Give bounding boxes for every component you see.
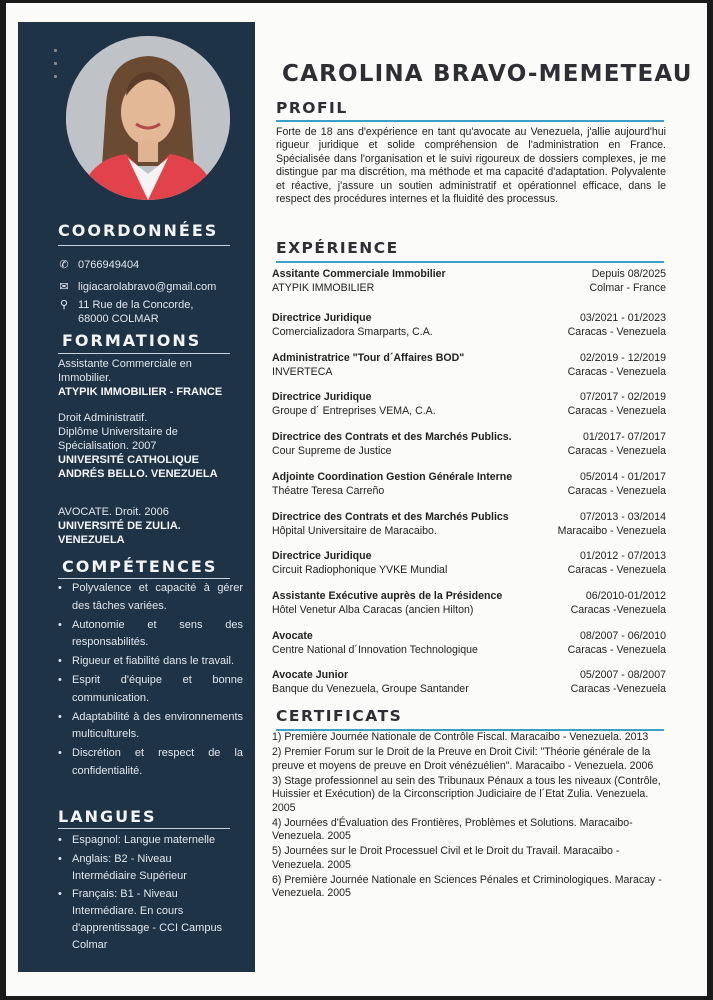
job-place: Caracas - Venezuela — [567, 643, 666, 656]
list-item: • Anglais: B2 - Niveau Intermédiaire Supérieur — [58, 851, 233, 885]
list-item: 3) Stage professionnel au sein des Tribunaux Pénaux a tous les niveaux (Contrôle, Huissier et Exécution) de la Circonscription Judiciaire de l´Etat Zulia. Venezuela. 2005 — [272, 774, 661, 814]
experience-item — [272, 391, 666, 418]
experience-item — [272, 590, 666, 617]
formation-school: VENEZUELA — [58, 534, 125, 546]
profil-text: Forte de 18 ans d'expérience en tant qu'avocate au Venezuela, j'allie aujourd'hui rigueur juridique et solide compréhension de l'administration en France. Spécialisée dans l'organisation et le suivi rigoureux de dossiers complexes, je me distingue par ma discrétion, ma méthode et ma capacité d'adaptation. Polyvalente et réactive, j'assure un soutien administratif et opérationnel efficace, dans le respect des procédures internes et la fluidité des processus. — [276, 126, 666, 206]
phone-row — [58, 258, 258, 272]
langues-heading: LANGUES — [58, 807, 157, 826]
job-title: Directrice des Contrats et des Marchés Publics — [272, 511, 509, 523]
formation-line: Droit Administratif. — [58, 412, 148, 424]
formation-line: Assistante Commerciale en — [58, 358, 192, 370]
job-dates — [568, 630, 666, 657]
formation-line: Diplôme Universitaire de — [58, 426, 178, 438]
phone-value: 0766949404 — [78, 259, 140, 271]
email-row — [58, 280, 258, 294]
experience-item — [272, 268, 666, 295]
experience-heading: EXPÉRIENCE — [276, 239, 399, 257]
list-item: • Rigueur et fiabilité dans le travail. — [58, 653, 243, 671]
experience-item — [272, 431, 666, 458]
job-place: Caracas - Venezuela — [567, 404, 666, 417]
profil-heading: PROFIL — [276, 99, 348, 117]
list-item: • Polyvalence et capacité à gérer des tâches variées. — [58, 580, 243, 615]
job-dates — [568, 312, 666, 339]
job-place: Caracas - Venezuela — [567, 563, 666, 576]
job-org: INVERTECA — [272, 365, 333, 378]
job-title: Directrice Juridique — [272, 391, 372, 403]
job-title: Avocate Junior — [272, 669, 349, 681]
experience-item — [272, 511, 666, 538]
job-date: 01/2017- 07/2017 — [582, 431, 666, 443]
scan-marks — [54, 49, 58, 88]
profile-photo — [66, 36, 230, 200]
list-item: • Adaptabilité à des environnements multiculturels. — [58, 709, 243, 744]
job-org: Hôpital Universitaire de Maracaibo. — [272, 524, 437, 537]
divider — [58, 245, 230, 246]
job-org: Circuit Radiophonique YVKE Mundial — [272, 563, 448, 576]
formation-line: Spécialisation. 2007 — [58, 440, 157, 452]
list-item: 6) Première Journée Nationale en Sciences Pénales et Criminologiques. Maracay - Venezuela. 2005 — [272, 873, 662, 899]
job-place: Caracas - Venezuela — [567, 365, 666, 378]
job-date: 08/2007 - 06/2010 — [579, 630, 666, 642]
address-line1: 11 Rue de la Concorde, — [78, 299, 194, 311]
job-date: 01/2012 - 07/2013 — [579, 550, 666, 562]
langues-list — [58, 832, 233, 956]
email-value: ligiacarolabravo@gmail.com — [78, 281, 217, 293]
list-item: • Espagnol: Langue maternelle — [58, 832, 233, 849]
job-title: Adjointe Coordination Gestion Générale Interne — [272, 471, 513, 483]
job-org: Banque du Venezuela, Groupe Santander — [272, 682, 469, 695]
job-org: Comercializadora Smarparts, C.A. — [272, 325, 433, 338]
job-place: Caracas - Venezuela — [567, 444, 666, 457]
job-place: Colmar - France — [589, 281, 666, 294]
job-place: Maracaibo - Venezuela — [557, 524, 666, 537]
job-place: Caracas - Venezuela — [567, 325, 666, 338]
candidate-name: CAROLINA BRAVO-MEMETEAU — [282, 61, 693, 87]
competences-heading: COMPÉTENCES — [62, 557, 218, 576]
job-place: Caracas - Venezuela — [567, 484, 666, 497]
address-row — [58, 298, 258, 326]
certificats-heading: CERTIFICATS — [276, 707, 403, 725]
job-title: Administratrice "Tour d´Affaires BOD" — [272, 352, 465, 364]
experience-item — [272, 471, 666, 498]
resume-page — [6, 3, 707, 996]
job-title: Assitante Commerciale Immobilier — [272, 268, 446, 280]
list-item: • Esprit d'équipe et bonne communication. — [58, 672, 243, 707]
job-place: Caracas -Venezuela — [570, 603, 666, 616]
job-date: Depuis 08/2025 — [591, 268, 666, 280]
divider — [58, 828, 230, 829]
experience-item — [272, 630, 666, 657]
job-title: Directrice des Contrats et des Marchés Publics. — [272, 431, 512, 443]
list-item: • Français: B1 - Niveau Intermédiare. En cours d'apprentissage - CCI Campus Colmar — [58, 886, 233, 954]
list-item: 1) Première Journée Nationale de Contrôle Fiscal. Maracaibo - Venezuela. 2013 — [272, 731, 649, 743]
divider — [276, 261, 664, 263]
job-date: 06/2010-01/2012 — [585, 590, 666, 602]
job-place: Caracas -Venezuela — [570, 682, 666, 695]
job-title: Assistante Exécutive auprès de la Présidence — [272, 590, 503, 602]
coordonnees-heading: COORDONNÉES — [58, 221, 219, 240]
formation-item — [58, 411, 243, 481]
job-dates — [568, 550, 666, 577]
mail-icon: ✉ — [59, 281, 69, 293]
experience-item — [272, 669, 666, 696]
job-title: Directrice Juridique — [272, 312, 372, 324]
job-dates — [568, 352, 666, 379]
job-dates — [571, 669, 666, 696]
job-date: 02/2019 - 12/2019 — [579, 352, 666, 364]
formation-school: UNIVERSITÉ CATHOLIQUE — [58, 454, 199, 466]
job-date: 05/2007 - 08/2007 — [579, 669, 666, 681]
phone-icon: ✆ — [59, 259, 69, 271]
job-dates — [571, 590, 666, 617]
job-title: Directrice Juridique — [272, 550, 372, 562]
sidebar — [18, 22, 255, 972]
list-item: 2) Premier Forum sur le Droit de la Preuve en Droit Civil: "Théorie générale de la preuve et moyens de preuve en Droit vénézuélien". Maracaibo - Venezuela. 2006 — [272, 746, 654, 772]
certificats-list — [272, 731, 666, 902]
formation-line: Immobilier. — [58, 372, 112, 384]
job-org: ATYPIK IMMOBILIER — [272, 281, 375, 294]
list-item: • Discrétion et respect de la confidentialité. — [58, 745, 243, 780]
job-org: Centre National d´Innovation Technologique — [272, 643, 478, 656]
list-item: • Autonomie et sens des responsabilités. — [58, 617, 243, 652]
formation-school: UNIVERSITÉ DE ZULIA. — [58, 520, 181, 532]
competences-list — [58, 580, 243, 782]
job-dates — [568, 391, 666, 418]
divider — [58, 353, 230, 354]
experience-item — [272, 550, 666, 577]
job-org: Hôtel Venetur Alba Caracas (ancien Hilton) — [272, 603, 474, 616]
address-line2: 68000 COLMAR — [78, 313, 159, 325]
experience-item — [272, 352, 666, 379]
formation-school: ATYPIK IMMOBILIER - FRANCE — [58, 386, 223, 398]
job-org: Théatre Teresa Carreño — [272, 484, 385, 497]
job-dates — [558, 511, 666, 538]
location-icon: ⚲ — [59, 299, 69, 311]
job-title: Avocate — [272, 630, 313, 642]
formation-item — [58, 357, 243, 399]
formation-line: AVOCATE. Droit. 2006 — [58, 506, 169, 518]
formation-school: ANDRÉS BELLO. VENEZUELA — [58, 468, 218, 480]
list-item: 5) Journées sur le Droit Processuel Civil et le Droit du Travail. Maracaibo - Venezuela. 2005 — [272, 845, 620, 871]
divider — [276, 120, 664, 122]
job-dates — [568, 431, 666, 458]
job-date: 05/2014 - 01/2017 — [579, 471, 666, 483]
experience-item — [272, 312, 666, 339]
job-org: Groupe d´ Entreprises VEMA, C.A. — [272, 404, 436, 417]
divider — [58, 578, 230, 579]
formation-item — [58, 505, 243, 547]
job-dates — [568, 471, 666, 498]
job-dates — [589, 268, 666, 295]
job-date: 07/2017 - 02/2019 — [579, 391, 666, 403]
job-date: 03/2021 - 01/2023 — [579, 312, 666, 324]
main-column — [264, 3, 704, 996]
list-item: 4) Journées d'Évaluation des Frontières, Problèmes et Solutions. Maracaibo- Venezuela. 2005 — [272, 816, 633, 842]
formations-heading: FORMATIONS — [62, 331, 202, 350]
job-date: 07/2013 - 03/2014 — [579, 511, 666, 523]
job-org: Cour Supreme de Justice — [272, 444, 392, 457]
